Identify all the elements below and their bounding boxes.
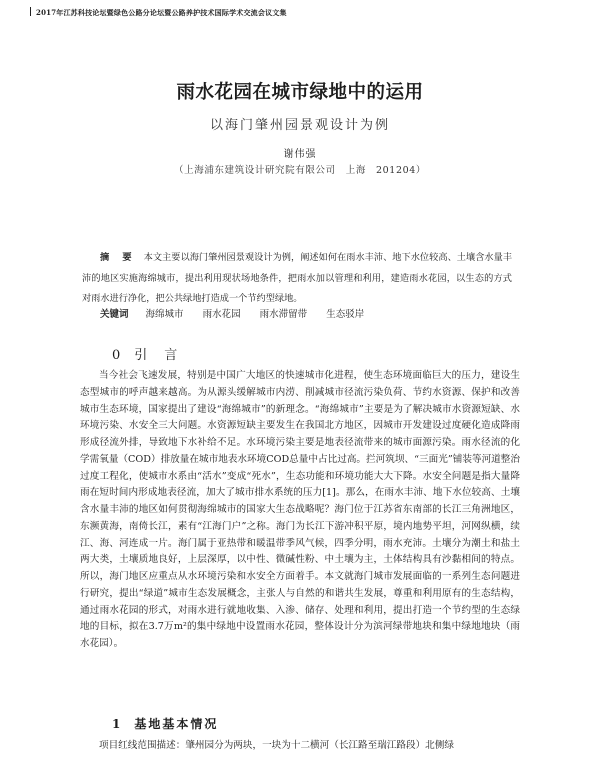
- author-affiliation: （上海浦东建筑设计研究院有限公司 上海 201204）: [174, 165, 426, 176]
- keyword-item: 雨水花园: [202, 309, 241, 320]
- abstract: [82, 248, 512, 310]
- section-title: 引 言: [134, 348, 180, 363]
- paper-title: 雨水花园在城市绿地中的运用: [176, 82, 424, 103]
- running-header: [30, 7, 570, 18]
- keyword-item: 生态驳岸: [326, 309, 365, 320]
- section-heading-site: [112, 715, 218, 732]
- section-number: 1: [112, 717, 123, 731]
- header-rule: [30, 7, 31, 16]
- section-heading-introduction: [112, 344, 179, 363]
- keyword-item: 雨水滞留带: [259, 309, 308, 320]
- abstract-text: 本文主要以海门肇州园景观设计为例，阐述如何在雨水丰沛、地下水位较高、土壤含水量丰沛的地区实施海绵城市，提出利用现状场地条件，把雨水加以管理和利用，建造雨水花园，以生态的方式对雨水进行净化，把公共绿地打造成一个节约型绿地。: [82, 252, 513, 304]
- keyword-item: 海绵城市: [145, 309, 184, 320]
- section-title: 基地基本情况: [134, 717, 219, 731]
- body-paragraph: 当今社会飞速发展，特别是中国广大地区的快速城市化进程，使生态环境面临巨大的压力，建设生态型城市的呼声越来越高。为从源头缓解城市内涝、削减城市径流污染负荷、节约水资源、保护和改善城市生态环境，国家提出了建设“海绵城市”的新理念。“海绵城市”主要是为了解决城市水资源短缺、水环境污染、水安全三大问题。水资源短缺主要发生在我国北方地区，因城市开发建设过度硬化造成降雨形成径流外排，导致地下水补给不足。水环境污染主要是地表径流带来的城市面源污染。雨水径流的化学需氧量（COD）排放量在城市地表水环境COD总量中占比过高。拦河筑坝、“三面光”铺装等河道整治过度工程化，使城市水系由“活水”变成“死水”，生态功能和环境功能大大下降。水安全问题是指大量降雨在短时间内形成地表径流，加大了城市排水系统的压力[1]。那么，在雨水丰沛、地下水位较高、土壤含水量丰沛的地区如何贯彻海绵城市的国家大生态战略呢？海门位于江苏省东南部的长江三角洲地区，东濒黄海，南倚长江，素有“江海门户”之称。海门为长江下游冲积平原，境内地势平坦，河网纵横，续江、海、河连成一片。海门属于亚热带和暖温带季风气候，四季分明，雨水充沛。土壤分为潮土和盐土两大类，土壤质地良好，上层深厚，以中性、微碱性粉、中土壤为主，土体结构具有沙黏相间的特点。所以，海门地区应重点从水环境污染和水安全方面着手。本文就海门城市发展面临的一系列生态问题进行研究，提出“绿道”城市生态发展概念，主张人与自然的和谐共生发展，尊重和利用原有的生态结构，通过雨水花园的形式，对雨水进行就地收集、入渗、储存、处理和利用，提出打造一个节约型的生态绿地的目标，拟在3.7万m²的集中绿地中设置雨水花园，整体设计分为滨河绿带地块和集中绿地地块（雨水花园）。: [80, 370, 520, 649]
- author-name: 谢伟强: [283, 149, 317, 160]
- abstract-label: 摘 要: [100, 252, 134, 263]
- paper-subtitle: 以海门肇州园景观设计为例: [209, 118, 390, 133]
- header-text: 2017年江苏科技论坛暨绿色公路分论坛暨公路养护技术国际学术交流会议文集: [36, 8, 287, 17]
- keywords: [100, 306, 520, 320]
- keywords-label: 关键词: [100, 309, 129, 320]
- section-number: 0: [112, 348, 123, 363]
- body-paragraph: 项目红线范围描述：肇州园分为两块，一块为十二横河（长江路至瑞江路段）北侧绿: [99, 740, 454, 751]
